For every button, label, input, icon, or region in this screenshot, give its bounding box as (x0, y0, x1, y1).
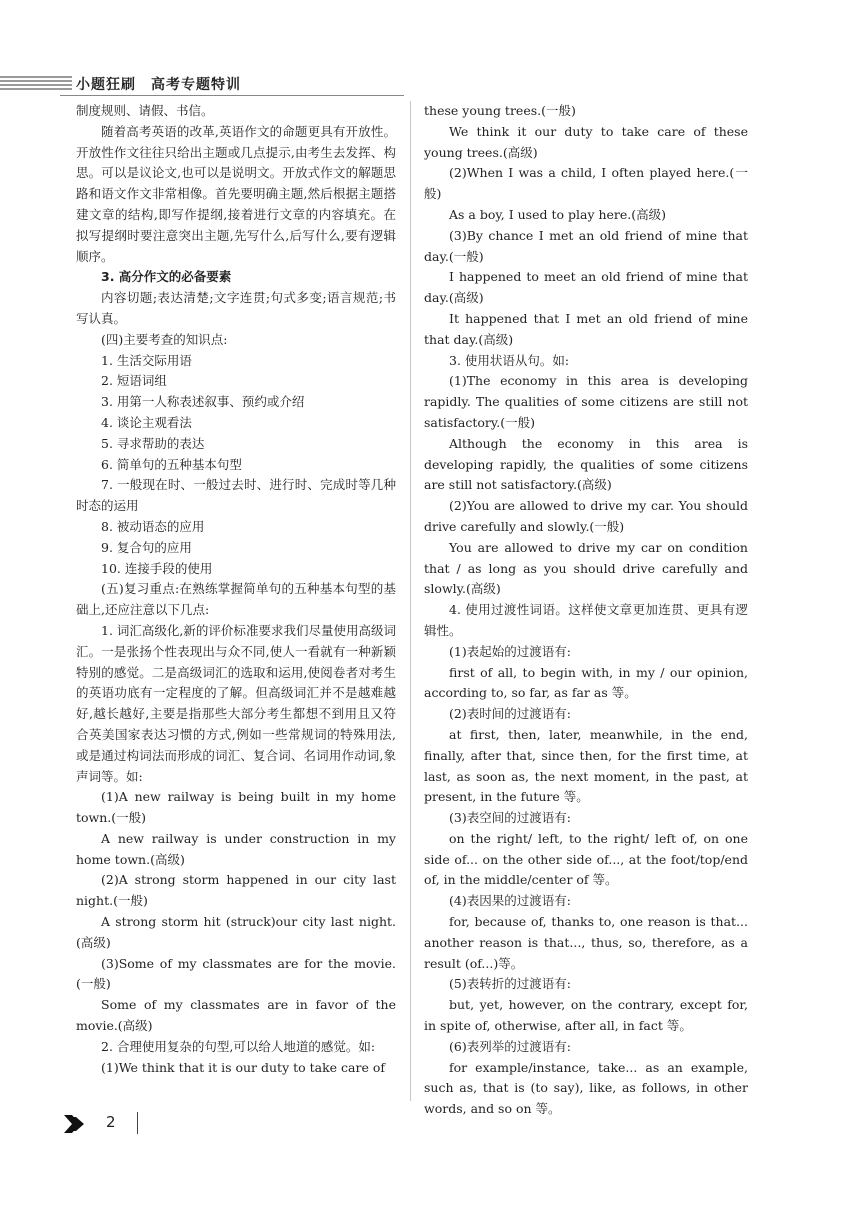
paragraph: 随着高考英语的改革,英语作文的命题更具有开放性。开放性作文往往只给出主题或几点提示,由考生去发挥、构思。可以是议论文,也可以是说明文。开放式作文的解题思路和语文作文非常相像。首先要明确主题,然后根据主题搭建文章的结构,即写作提纲,接着进行文章的内容填充。在拟写提纲时要注意突出主题,先写什么,后写什么,要有逻辑顺序。 (76, 123, 396, 264)
paragraph: (5)表转折的过渡语有: (449, 976, 571, 992)
paragraph: for example/instance, take... as an example, such as, that is (to say), like, as follows, in other words, and so on 等。 (424, 1059, 748, 1117)
paragraph: (1)We think that it is our duty to take care of (101, 1059, 386, 1075)
paragraph: at first, then, later, meanwhile, in the end, finally, after that, since then, for the first time, at last, as soon as, the next moment, in the past, at present, in the future 等。 (424, 726, 748, 805)
paragraph: (1)表起始的过渡语有: (449, 643, 571, 659)
paragraph: 内容切题;表达清楚;文字连贯;句式多变;语言规范;书写认真。 (76, 290, 396, 326)
paragraph: 8. 被动语态的应用 (101, 518, 205, 534)
paragraph: 1. 生活交际用语 (101, 352, 192, 368)
paragraph: 5. 寻求帮助的表达 (101, 435, 205, 451)
paragraph: 10. 连接手段的使用 (101, 560, 213, 576)
header-decorative-lines (0, 76, 72, 92)
paragraph: (3)表空间的过渡语有: (449, 810, 571, 826)
paragraph: on the right/ left, to the right/ left of, on one side of... on the other side of..., at the foot/top/end of, in the middle/center of 等。 (424, 830, 748, 888)
paragraph: As a boy, I used to play here.(高级) (449, 206, 667, 222)
paragraph: 6. 简单句的五种基本句型 (101, 456, 242, 472)
paragraph: A new railway is under construction in my home town.(高级) (76, 830, 396, 867)
paragraph: (3)Some of my classmates are for the movie.(一般) (76, 955, 396, 992)
paragraph: 2. 短语词组 (101, 373, 167, 389)
paragraph: (2)You are allowed to drive my car. You should drive carefully and slowly.(一般) (424, 498, 748, 534)
running-header-title: 小题狂刷 高考专题特训 (76, 77, 241, 93)
paragraph: 3. 高分作文的必备要素 (101, 269, 232, 285)
paragraph: these young trees.(一般) (424, 103, 576, 118)
paragraph: (1)A new railway is being built in my home town.(一般) (76, 789, 396, 826)
column-divider (410, 101, 411, 1101)
paragraph: 4. 使用过渡性词语。这样使文章更加连贯、更具有逻辑性。 (424, 602, 748, 638)
paragraph: 制度规则、请假、书信。 (76, 103, 214, 118)
paragraph: 4. 谈论主观看法 (101, 414, 192, 430)
paragraph: 2. 合理使用复杂的句型,可以给人地道的感觉。如: (101, 1038, 376, 1054)
paragraph: 1. 词汇高级化,新的评价标准要求我们尽量使用高级词汇。一是张扬个性表现出与众不同,使人一看就有一种新颖特别的感觉。二是高级词汇的选取和运用,使阅卷者对考生的英语功底有一定程度的了解。但高级词汇并不是越难越好,越长越好,主要是指那些大部分考生都想不到用且又符合英美国家表达习惯的方式,例如一些常规词的特殊用法,或是通过构词法而形成的词汇、复合词、名词用作动词,象声词等。如: (76, 622, 396, 784)
paragraph: (五)复习重点:在熟练掌握简单句的五种基本句型的基础上,还应注意以下几点: (76, 581, 396, 618)
paragraph: (2)When I was a child, I often played here.(一般) (424, 165, 748, 202)
paragraph: I happened to meet an old friend of mine that day.(高级) (424, 269, 748, 306)
footer-separator (137, 1112, 138, 1134)
paragraph: (6)表列举的过渡语有: (449, 1038, 571, 1054)
paragraph: for, because of, thanks to, one reason is that... another reason is that..., thus, so, therefore, as a result (of...)等。 (424, 914, 748, 971)
paragraph: We think it our duty to take care of these young trees.(高级) (424, 123, 748, 160)
paragraph: (3)By chance I met an old friend of mine that day.(一般) (424, 227, 748, 264)
paragraph: (4)表因果的过渡语有: (449, 893, 571, 909)
paragraph: You are allowed to drive my car on condition that / as long as you should drive carefully and slowly.(高级) (424, 539, 748, 597)
paragraph: 7. 一般现在时、一般过去时、进行时、完成时等几种时态的运用 (76, 477, 396, 514)
paragraph: (四)主要考查的知识点: (101, 331, 228, 347)
paragraph: It happened that I met an old friend of mine that day.(高级) (424, 310, 748, 347)
paragraph: 9. 复合句的应用 (101, 539, 192, 555)
paragraph: 3. 用第一人称表述叙事、预约或介绍 (101, 394, 305, 410)
page-number: 2 (106, 1113, 116, 1131)
paragraph: Although the economy in this area is developing rapidly, the qualities of some citizens are still not satisfactory.(高级) (424, 435, 748, 493)
double-chevron-right-icon (63, 1114, 89, 1134)
right-column (424, 101, 748, 1120)
paragraph: (2)A strong storm happened in our city last night.(一般) (76, 872, 396, 909)
paragraph: 3. 使用状语从句。如: (449, 352, 570, 368)
paragraph: (1)The economy in this area is developing rapidly. The qualities of some citizens are still not satisfactory.(一般) (424, 373, 748, 430)
paragraph: (2)表时间的过渡语有: (449, 706, 571, 722)
left-column (76, 101, 396, 1078)
paragraph: first of all, to begin with, in my / our opinion, according to, so far, as far as 等。 (424, 664, 748, 701)
header-rule (60, 95, 404, 96)
paragraph: Some of my classmates are in favor of the movie.(高级) (76, 997, 396, 1034)
paragraph: but, yet, however, on the contrary, except for, in spite of, otherwise, after all, in fact 等。 (424, 997, 748, 1034)
paragraph: A strong storm hit (struck)our city last night.(高级) (76, 914, 396, 950)
